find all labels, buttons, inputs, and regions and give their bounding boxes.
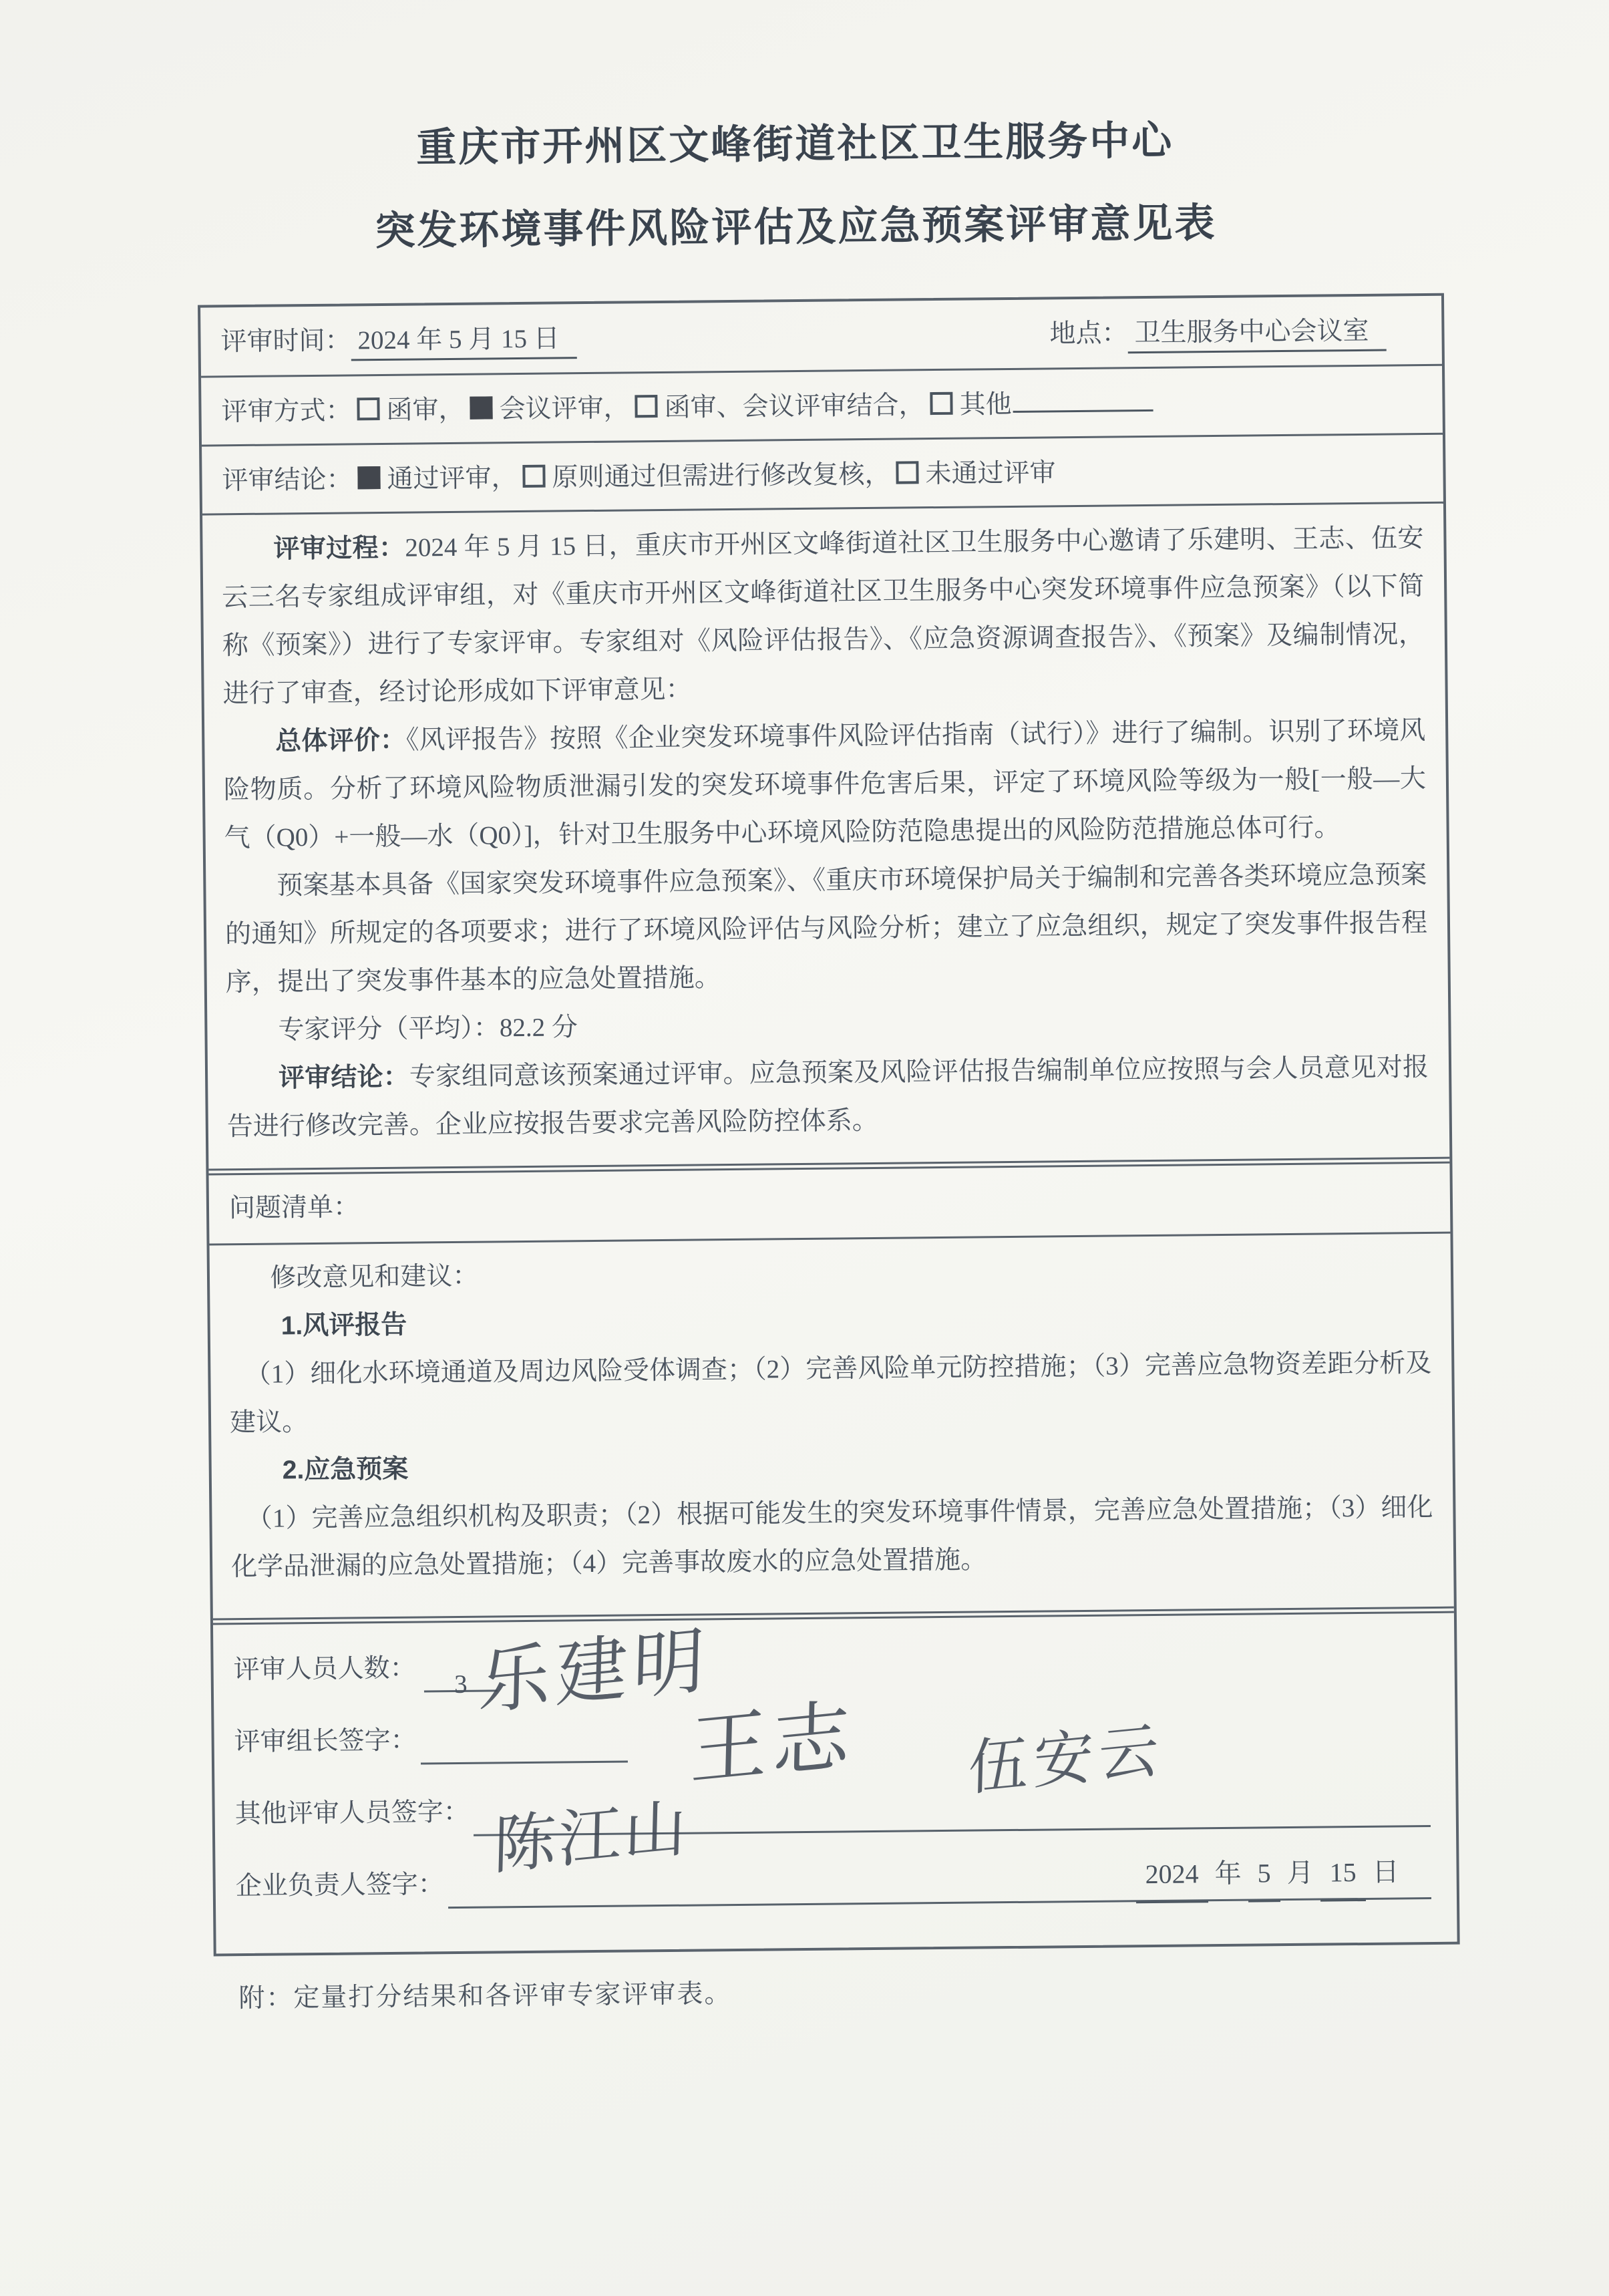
reviewer-count-line [424, 1660, 498, 1699]
reviewer-count-label: 评审人员人数： [233, 1653, 416, 1685]
checkbox-unchecked-icon [896, 461, 918, 484]
row-issue-list [209, 1164, 1451, 1246]
handwritten-signature-expert-2: 伍安云 [967, 1714, 1165, 1804]
review-process-cell [202, 504, 1449, 1176]
handwritten-signature-leader: 乐建明 [477, 1618, 711, 1726]
issue-list-label: 问题清单： [228, 1192, 360, 1223]
process-label: 评审过程： [273, 533, 405, 564]
row-review-conclusion [202, 435, 1443, 516]
conclusion-paragraph-label: 评审结论： [278, 1062, 410, 1093]
reviewer-count-value: 3 [454, 1669, 468, 1699]
overall-evaluation-label: 总体评价： [275, 725, 407, 756]
location-value: 卫生服务中心会议室 [1127, 316, 1387, 354]
date-month-unit: 月 [1286, 1857, 1314, 1889]
date-day-unit: 日 [1372, 1856, 1399, 1887]
process-paragraph-1 [221, 514, 1425, 718]
location-label: 地点： [1049, 319, 1128, 349]
suggestions-section1-items: （1）细化水环境通道及周边风险受体调查；（2）完善风险单元防控措施；（3）完善应急物资差距分析及建议。 [229, 1348, 1432, 1438]
attachment-note: 附：定量打分结果和各评审专家评审表。 [238, 1979, 732, 2013]
leader-signature-line [421, 1732, 628, 1765]
checkbox-checked-icon [357, 466, 380, 489]
reviewer-count-row [233, 1631, 1436, 1699]
review-conclusion-label: 评审结论： [222, 465, 353, 496]
process-text-3: 预案基本具备《国家突发环境事件应急预案》、《重庆市环境保护局关于编制和完善各类环境应急预案的通知》所规定的各项要求；进行了环境风险评估与风险分析；建立了应急组织，规定了突发事件报告程序，提出了突发事件基本的应急处置措施。 [224, 860, 1428, 997]
document-title-line1: 重庆市开州区文峰街道社区卫生服务中心 [415, 118, 1174, 170]
process-text-1: 2024 年 5 月 15 日，重庆市开州区文峰街道社区卫生服务中心邀请了乐建明、王志、伍安云三名专家组成评审组，对《重庆市开州区文峰街道社区卫生服务中心突发环境事件应急预案》（以下简称《预案》）进行了专家评审。专家组对《风险评估报告》、《应急资源调查报告》、《预案》及编制情况，进行了审查，经讨论形成如下评审意见： [222, 524, 1425, 709]
checkbox-unchecked-icon [357, 397, 379, 420]
suggestions-section1-title: 1.风评报告 [281, 1310, 407, 1341]
location-field [1049, 313, 1387, 355]
suggestions-cell [210, 1234, 1454, 1625]
handwritten-signature-company: 陈江山 [492, 1791, 690, 1884]
suggestions-section2-items: （1）完善应急组织机构及职责；（2）根据可能发生的突发环境事件情景，完善应急处置措施；（3）细化化学品泄漏的应急处置措施；（4）完善事故废水的应急处置措施。 [230, 1492, 1433, 1582]
conclusion-option-not-passed: 未通过评审 [925, 458, 1056, 489]
signature-date [1133, 1848, 1403, 1903]
document-title-line2: 突发环境事件风险评估及应急预案评审意见表 [375, 200, 1217, 254]
date-month-value: 5 [1248, 1849, 1280, 1902]
checkbox-unchecked-icon [522, 465, 545, 488]
review-time-label: 评审时间： [220, 326, 351, 357]
company-signature-label: 企业负责人签字： [235, 1870, 444, 1901]
process-text-5: 专家组同意该预案通过评审。应急预案及风险评估报告编制单位应按照与会人员意见对报告进行修改完善。企业应按报告要求完善风险防控体系。 [226, 1052, 1429, 1142]
other-reviewers-signature-label: 其他评审人员签字： [234, 1797, 470, 1829]
date-year-unit: 年 [1214, 1858, 1242, 1889]
review-time-field [220, 320, 577, 362]
conclusion-option-passed: 通过评审， [387, 464, 518, 494]
process-paragraph-2 [223, 707, 1427, 862]
process-paragraph-5 [226, 1043, 1429, 1151]
date-day-value: 15 [1320, 1848, 1366, 1902]
checkbox-unchecked-icon [930, 392, 952, 415]
method-option-letter-review: 函审， [386, 395, 465, 425]
checkbox-unchecked-icon [635, 395, 657, 418]
handwritten-signature-expert-1: 王志 [689, 1689, 856, 1797]
suggestions-section2-title: 2.应急预案 [282, 1454, 409, 1485]
other-blank-line [1013, 387, 1153, 413]
review-time-value: 2024 年 5 月 15 日 [351, 323, 577, 361]
row-review-method [201, 366, 1443, 447]
process-text-2: 《风评报告》按照《企业突发环境事件风险评估指南（试行）》进行了编制。识别了环境风险物质。分析了环境风险物质泄漏引发的突发环境事件危害后果，评定了环境风险等级为一般[一般—大气（Q0）+一般—水（Q0）]，针对卫生服务中心环境风险防范隐患提出的风险防范措施总体可行。 [223, 716, 1427, 853]
conclusion-option-passed-with-revision: 原则通过但需进行修改复核， [552, 460, 891, 492]
review-opinion-form [198, 293, 1460, 1957]
method-option-meeting-review: 会议评审， [499, 393, 630, 424]
method-option-combined-review: 函审、会议评审结合， [664, 391, 925, 422]
checkbox-checked-icon [470, 396, 492, 419]
review-method-label: 评审方式： [221, 396, 352, 427]
row-review-time-location [200, 296, 1442, 378]
other-reviewers-signature-line [474, 1796, 1431, 1836]
expert-score-text: 专家评分（平均）：82.2 分 [278, 1013, 578, 1045]
leader-signature-label: 评审组长签字： [234, 1726, 417, 1757]
suggestions-heading: 修改意见和建议： [270, 1261, 479, 1293]
process-paragraph-3 [224, 851, 1428, 1007]
leader-signature-row [234, 1703, 1437, 1766]
signature-cell [213, 1613, 1457, 1954]
date-year-value: 2024 [1135, 1850, 1208, 1903]
other-reviewers-signature-row [234, 1775, 1437, 1838]
method-option-other: 其他 [959, 389, 1012, 420]
